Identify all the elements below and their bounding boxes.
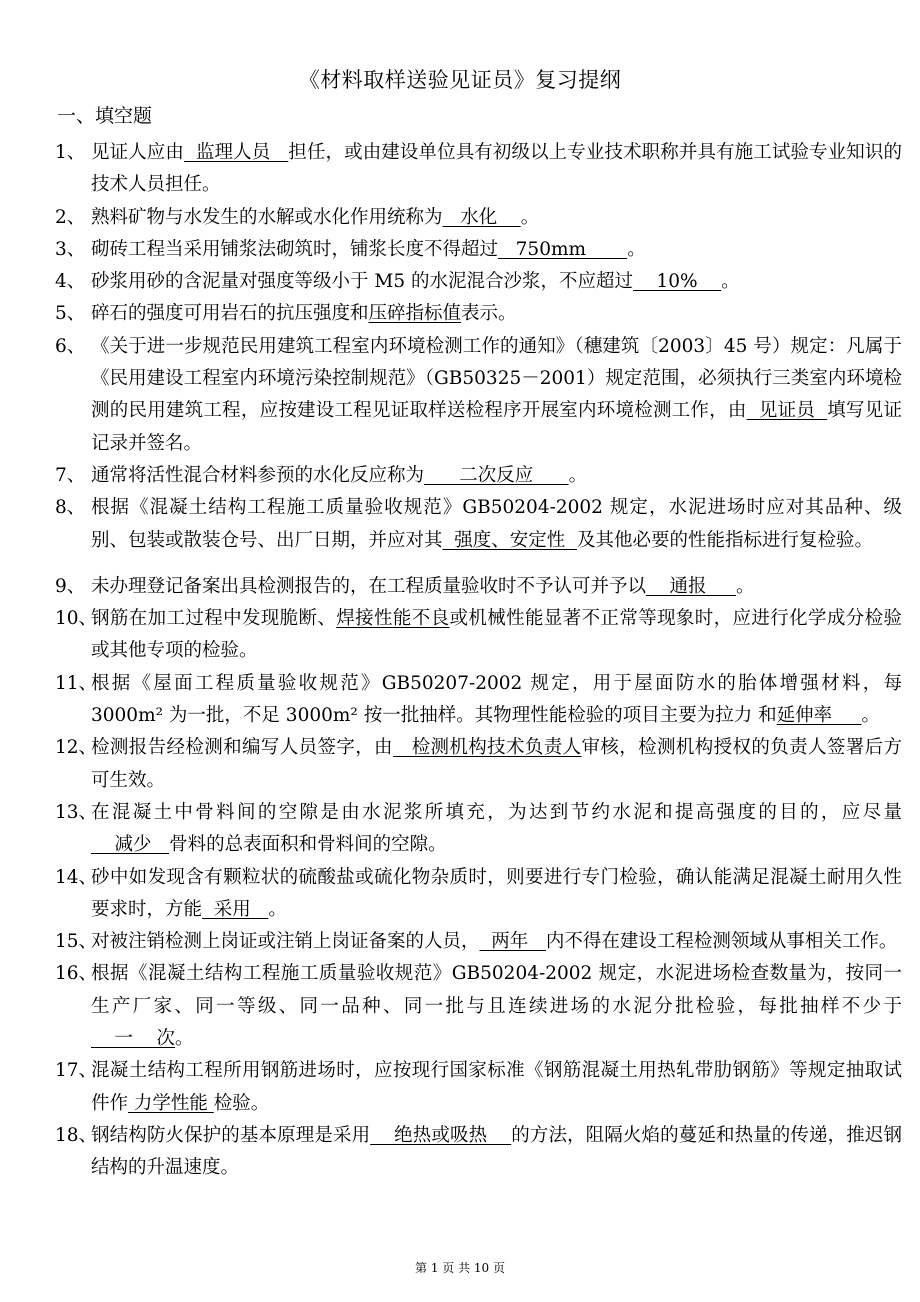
question-number: 13、 [55, 801, 98, 823]
question-number: 15、 [55, 931, 98, 953]
answer-blank: 绝热或吸热 [370, 1124, 512, 1146]
question-text: 钢结构防火保护的基本原理是采用 [91, 1124, 371, 1146]
question-text: 。 [735, 575, 755, 597]
question-item [55, 797, 902, 862]
question-text: 骨料的总表面积和骨料间的空隙。 [169, 834, 447, 856]
question-item [55, 1120, 902, 1185]
question-number: 4、 [55, 271, 86, 293]
question-text: 表示。 [461, 303, 517, 325]
question-text: 。 [175, 1028, 194, 1050]
question-number: 2、 [55, 206, 86, 228]
question-text: 担任，或由建设单位具有初级以上专业技术职称并具有施工试验专业知识的技术人员担任。 [91, 142, 902, 196]
question-list [55, 137, 902, 1185]
question-item [55, 732, 902, 797]
question-text: 未办理登记备案出具检测报告的，在工程质量验收时不予认可并予以 [91, 575, 647, 597]
question-text: 内不得在建设工程检测领域从事相关工作。 [545, 931, 898, 953]
question-text: 混凝土结构工程所用钢筋进场时，应按现行国家标准《钢筋混凝土用热轧带肋钢筋》等规定抽取试件作 [91, 1060, 902, 1114]
question-text: 。 [721, 271, 740, 293]
question-item [55, 668, 902, 733]
question-item [55, 266, 902, 298]
question-number: 3、 [55, 238, 86, 260]
answer-blank: 二次反应 [424, 464, 569, 486]
answer-blank: 水化 [442, 206, 521, 228]
answer-blank: 一 次 [91, 1028, 176, 1050]
answer-blank: 压碎指标值 [368, 303, 462, 325]
question-text: 填写见证记录并签名。 [91, 400, 902, 454]
question-item [55, 603, 902, 668]
answer-blank: 见证员 [746, 400, 828, 422]
question-text: 碎石的强度可用岩石的抗压强度和 [91, 303, 369, 325]
question-item [55, 958, 902, 1055]
question-number: 14、 [55, 866, 98, 888]
question-number: 1、 [55, 142, 86, 163]
question-item [55, 460, 902, 492]
question-number: 12、 [55, 737, 98, 759]
spacer [55, 557, 902, 571]
question-number: 11、 [55, 672, 98, 694]
question-text: 根据《混凝土结构工程施工质量验收规范》GB50204-2002 规定，水泥进场时应对其品种、级别、包装或散装仓号、出厂日期，并应对其 [91, 497, 902, 551]
question-text: 熟料矿物与水发生的水解或水化作用统称为 [91, 206, 443, 228]
question-text: 。 [520, 206, 540, 228]
question-text: 的方法，阻隔火焰的蔓延和热量的传递，推迟钢结构的升温速度。 [91, 1124, 902, 1179]
answer-blank: 采用 [202, 898, 269, 920]
answer-blank: 通报 [646, 575, 736, 597]
question-text: 。 [268, 898, 287, 920]
question-item [55, 1055, 902, 1120]
question-item [55, 331, 902, 460]
question-item [55, 137, 902, 202]
question-text: 或机械性能显著不正常等现象时，应进行化学成分检验或其他专项的检验。 [91, 608, 902, 662]
question-text: 见证人应由 [91, 142, 184, 163]
answer-blank: 延伸率 [776, 705, 862, 727]
question-number: 17、 [55, 1060, 98, 1082]
question-item [55, 298, 902, 330]
question-text: 对被注销检测上岗证或注销上岗证备案的人员， [91, 931, 480, 953]
answer-blank: 检测机构技术负责人 [392, 737, 582, 759]
question-text: 审核，检测机构授权的负责人签署后方可生效。 [91, 737, 902, 791]
question-text: 检验。 [213, 1092, 270, 1114]
question-text: 。 [627, 238, 646, 260]
question-item [55, 571, 902, 603]
question-item [55, 492, 902, 557]
question-text: 砌砖工程当采用铺浆法砌筑时，铺浆长度不得超过 [91, 238, 499, 260]
question-item [55, 862, 902, 927]
question-text: 。 [861, 705, 881, 727]
question-text: 。 [568, 464, 588, 486]
question-text: 根据《屋面工程质量验收规范》GB50207-2002 规定，用于屋面防水的胎体增强材料，每 3000m² 为一批，不足 3000m² 按一批抽样。其物理性能检验的项目主要为拉力 和 [91, 672, 902, 727]
question-item [55, 234, 902, 266]
question-number: 10、 [55, 608, 98, 630]
answer-blank: 监理人员 [184, 142, 289, 163]
answer-blank: 10% [632, 271, 722, 293]
answer-blank: 减少 [91, 834, 170, 856]
answer-blank: 焊接性能不良 [336, 608, 450, 630]
answer-blank: 两年 [479, 931, 546, 953]
answer-blank: 强度、安定性 [442, 529, 578, 551]
section-heading: 一、填空题 [57, 105, 153, 127]
question-text: 检测报告经检测和编写人员签字，由 [91, 737, 393, 759]
question-text: 根据《混凝土结构工程施工质量验收规范》GB50204-2002 规定，水泥进场检查数量为，按同一生产厂家、同一等级、同一品种、同一批与且连续进场的水泥分批检验，每批抽样不少于 [91, 963, 902, 1017]
question-text: 在混凝土中骨料间的空隙是由水泥浆所填充，为达到节约水泥和提高强度的目的，应尽量 [91, 801, 902, 823]
question-text: 及其他必要的性能指标进行复检验。 [577, 529, 874, 551]
question-number: 9、 [55, 575, 86, 597]
answer-blank: 力学性能 [128, 1092, 214, 1114]
document-title: 《材料取样送验见证员》复习提纲 [298, 68, 622, 92]
question-text: 钢筋在加工过程中发现脆断、 [91, 608, 337, 630]
answer-blank: 750mm [498, 238, 628, 260]
question-text: 砂浆用砂的含泥量对强度等级小于 M5 的水泥混合沙浆，不应超过 [91, 271, 633, 293]
question-item [55, 926, 902, 958]
question-number: 8、 [55, 497, 86, 519]
question-number: 16、 [55, 963, 98, 985]
question-text: 《关于进一步规范民用建筑工程室内环境检测工作的通知》（穗建筑〔2003〕45 号）规定：凡属于《民用建设工程室内环境污染控制规范》（GB50325－2001）规定范围，必须执行三类室内环境检测的民用建筑工程，应按建设工程见证取样送检程序开展室内环境检测工作，由 [91, 335, 902, 422]
question-number: 7、 [55, 464, 86, 486]
question-item [55, 202, 902, 234]
question-number: 18、 [55, 1124, 98, 1146]
page-footer: 第 1 页 共 10 页 [415, 1261, 505, 1275]
question-number: 5、 [55, 303, 86, 325]
question-number: 6、 [55, 335, 86, 357]
question-text: 砂中如发现含有颗粒状的硫酸盐或硫化物杂质时，则要进行专门检验，确认能满足混凝土耐用久性要求时，方能 [91, 866, 902, 920]
question-text: 通常将活性混合材料参预的水化反应称为 [91, 464, 425, 486]
